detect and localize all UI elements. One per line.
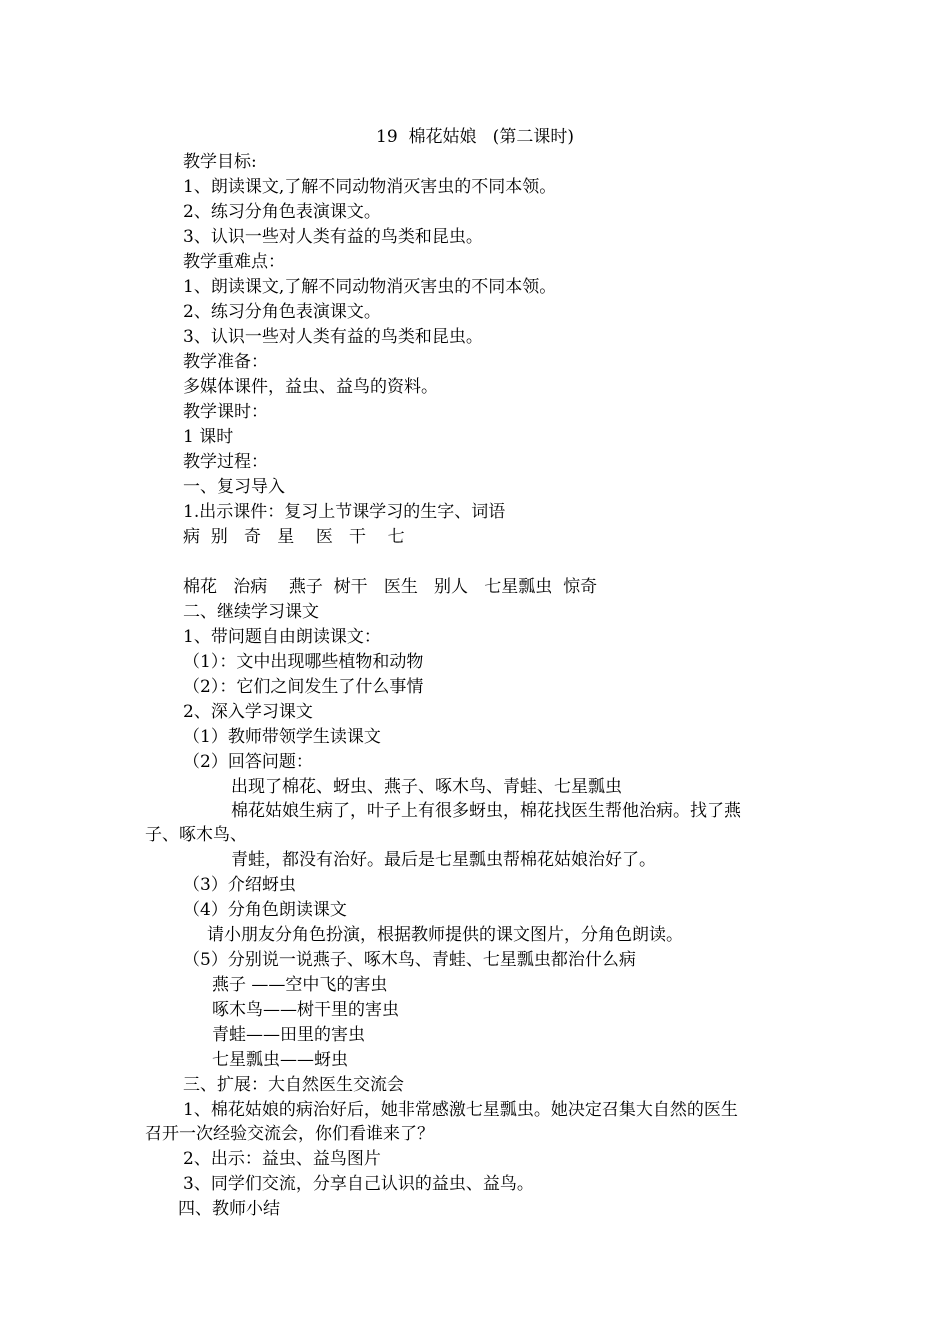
text-line: 四、教师小结 bbox=[178, 1199, 280, 1219]
text-line: 3、同学们交流，分享自己认识的益虫、益鸟。 bbox=[183, 1174, 534, 1194]
text-line: 1、朗读课文,了解不同动物消灭害虫的不同本领。 bbox=[183, 177, 557, 197]
text-line: 二、继续学习课文 bbox=[183, 602, 319, 622]
text-line: 1、棉花姑娘的病治好后，她非常感激七星瓢虫。她决定召集大自然的医生 bbox=[183, 1100, 738, 1120]
text-line: 1.出示课件：复习上节课学习的生字、词语 bbox=[183, 502, 506, 522]
text-line: 青蛙，都没有治好。最后是七星瓢虫帮棉花姑娘治好了。 bbox=[231, 850, 656, 870]
text-line: 3、认识一些对人类有益的鸟类和昆虫。 bbox=[183, 327, 483, 347]
text-line: 棉花 治病 燕子 树干 医生 别人 七星瓢虫 惊奇 bbox=[183, 577, 598, 597]
text-line: （5）分别说一说燕子、啄木鸟、青蛙、七星瓢虫都治什么病 bbox=[183, 950, 636, 970]
text-line: 教学重难点： bbox=[183, 252, 285, 272]
text-line: （2）回答问题： bbox=[183, 752, 313, 772]
text-line: 出现了棉花、蚜虫、燕子、啄木鸟、青蛙、七星瓢虫 bbox=[231, 777, 622, 797]
text-line: 1、朗读课文,了解不同动物消灭害虫的不同本领。 bbox=[183, 277, 557, 297]
text-line: 多媒体课件，益虫、益鸟的资料。 bbox=[183, 377, 438, 397]
document-title: 19 棉花姑娘 (第二课时) bbox=[376, 127, 574, 147]
text-line: 2、练习分角色表演课文。 bbox=[183, 302, 381, 322]
text-line: 七星瓢虫——蚜虫 bbox=[212, 1050, 348, 1070]
text-line: （3）介绍蚜虫 bbox=[183, 875, 296, 895]
text-line: 1、带问题自由朗读课文： bbox=[183, 627, 381, 647]
text-line: 病 别 奇 星 医 干 七 bbox=[183, 527, 405, 547]
text-line: 教学目标: bbox=[183, 152, 257, 172]
text-line: （1）教师带领学生读课文 bbox=[183, 727, 381, 747]
text-line: 子、啄木鸟、 bbox=[145, 825, 247, 845]
text-line: 青蛙——田里的害虫 bbox=[212, 1025, 365, 1045]
text-line: 2、练习分角色表演课文。 bbox=[183, 202, 381, 222]
text-line: 三、扩展：大自然医生交流会 bbox=[183, 1075, 404, 1095]
text-line: 2、深入学习课文 bbox=[183, 702, 313, 722]
text-line: 燕子 ——空中飞的害虫 bbox=[212, 975, 388, 995]
text-line: （1）：文中出现哪些植物和动物 bbox=[183, 652, 424, 672]
text-line: 啄木鸟——树干里的害虫 bbox=[212, 1000, 399, 1020]
text-line: 一、复习导入 bbox=[183, 477, 285, 497]
text-line: 教学准备： bbox=[183, 352, 268, 372]
text-line: 1 课时 bbox=[183, 427, 234, 447]
text-line: 教学课时： bbox=[183, 402, 268, 422]
text-line: 3、认识一些对人类有益的鸟类和昆虫。 bbox=[183, 227, 483, 247]
text-line: （2）：它们之间发生了什么事情 bbox=[183, 677, 424, 697]
text-line: 棉花姑娘生病了，叶子上有很多蚜虫，棉花找医生帮他治病。找了燕 bbox=[231, 801, 741, 821]
text-line: 教学过程： bbox=[183, 452, 268, 472]
text-line: 请小朋友分角色扮演，根据教师提供的课文图片，分角色朗读。 bbox=[207, 925, 683, 945]
text-line: （4）分角色朗读课文 bbox=[183, 900, 347, 920]
text-line: 召开一次经验交流会，你们看谁来了？ bbox=[145, 1124, 434, 1144]
text-line: 2、出示：益虫、益鸟图片 bbox=[183, 1149, 381, 1169]
